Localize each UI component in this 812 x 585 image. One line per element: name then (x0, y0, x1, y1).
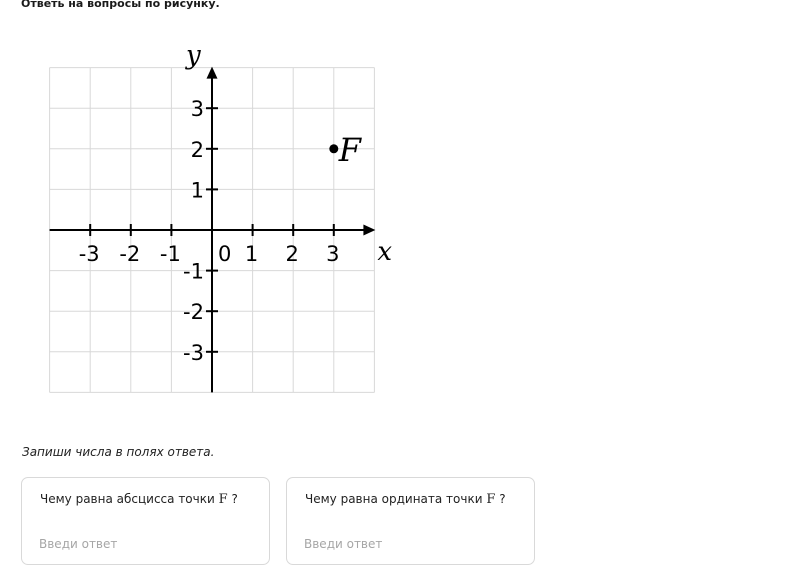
x-axis-arrow-icon (363, 225, 375, 236)
x-axis-label: x (377, 237, 393, 267)
x-tick-label: -2 (119, 242, 141, 266)
y-tick-label: -2 (183, 300, 204, 325)
point-f-label: F (338, 130, 362, 169)
question-suffix: ? (227, 492, 238, 506)
question-prefix: Чему равна абсцисса точки (40, 492, 219, 506)
x-tick-label: 1 (244, 242, 259, 266)
x-tick-label: -3 (78, 242, 100, 266)
question-text-abscissa (40, 491, 238, 508)
y-axis-label: y (186, 40, 201, 71)
y-tick-label: -3 (183, 340, 204, 365)
page-title: Ответь на вопросы по рисунку. (21, 0, 220, 10)
point-f-marker (329, 144, 338, 153)
y-tick-label: 1 (190, 178, 204, 203)
question-suffix: ? (495, 492, 506, 506)
question-card-abscissa (21, 477, 270, 565)
origin-label: 0 (218, 242, 232, 266)
question-prefix: Чему равна ордината точки (305, 492, 487, 506)
x-tick-label: 3 (326, 242, 340, 266)
axes (50, 67, 376, 393)
question-text-ordinate (305, 491, 506, 508)
instruction-text: Запиши числа в полях ответа. (22, 445, 215, 459)
question-point-name: F (218, 492, 228, 507)
y-tick-label: 3 (190, 97, 204, 122)
question-point-name: F (486, 492, 496, 507)
y-tick-label: -1 (183, 259, 204, 284)
question-card-ordinate (286, 477, 535, 565)
ordinate-answer-input[interactable] (304, 533, 514, 555)
x-tick-label: -1 (159, 242, 181, 266)
coordinate-plane (0, 0, 420, 410)
abscissa-answer-input[interactable] (39, 533, 249, 555)
y-axis-arrow-icon (207, 67, 218, 79)
x-tick-label: 2 (285, 242, 299, 266)
y-tick-label: 2 (190, 137, 204, 162)
